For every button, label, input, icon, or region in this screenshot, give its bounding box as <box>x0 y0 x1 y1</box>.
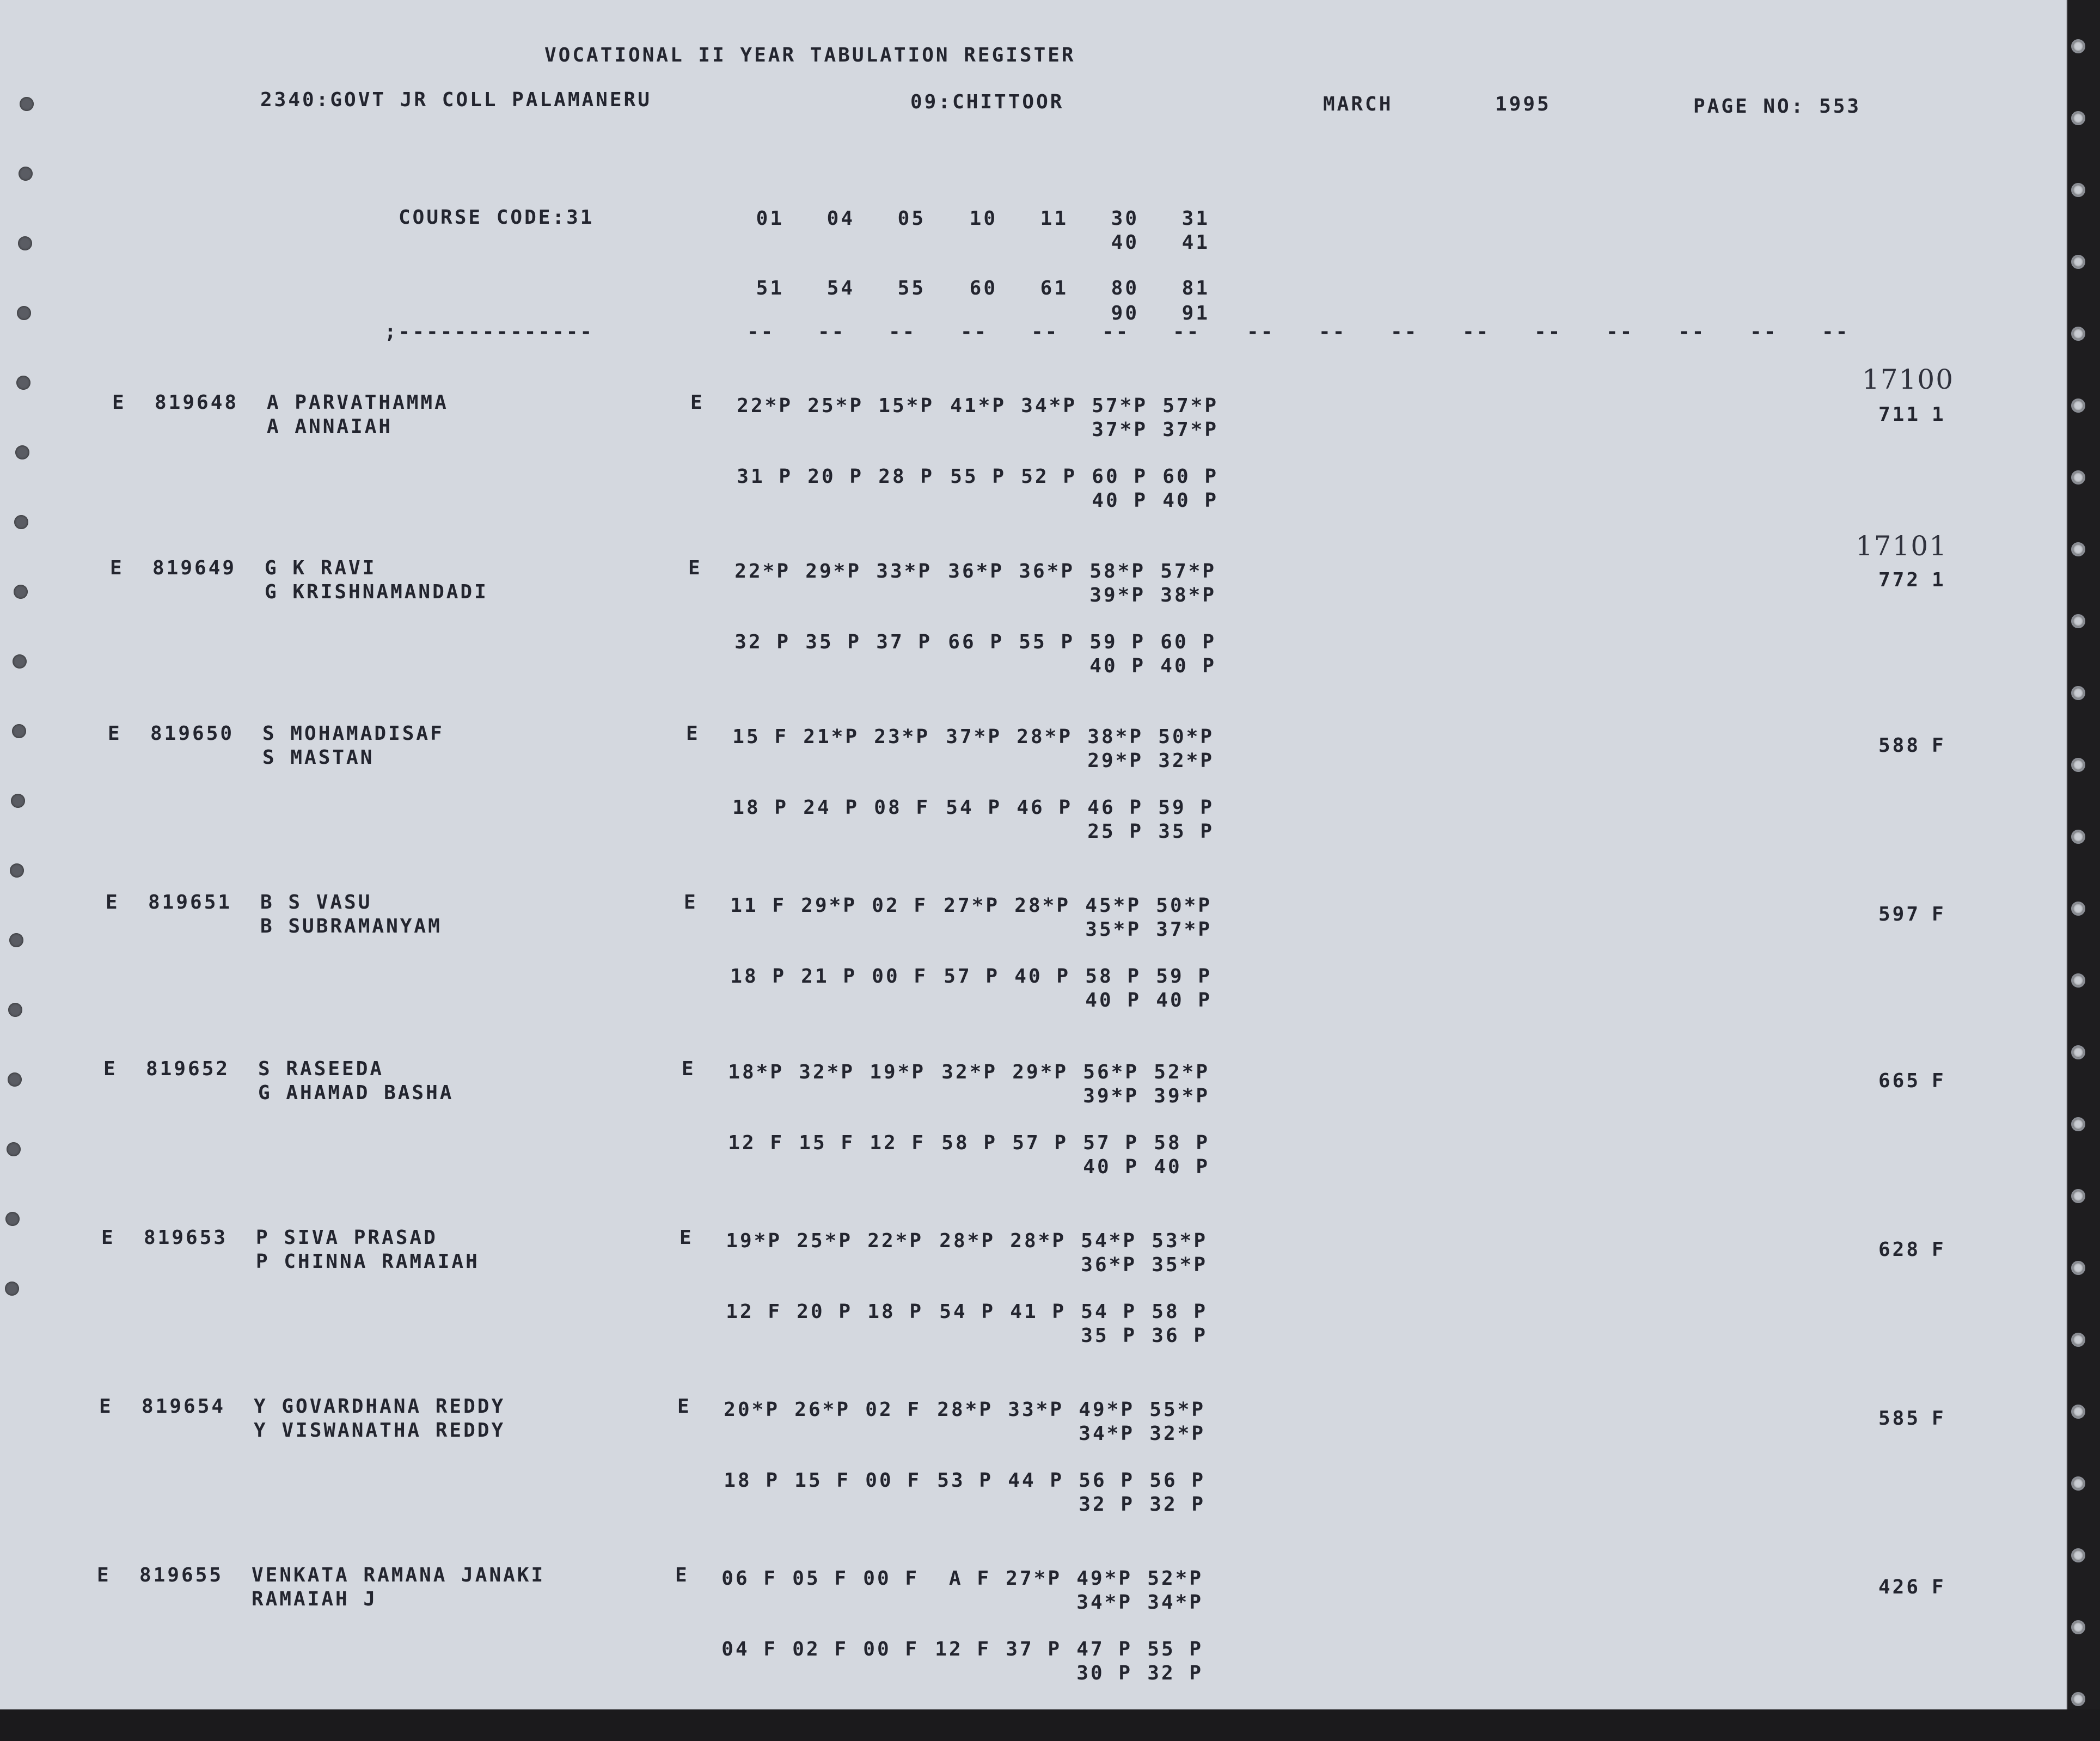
hall-ticket-number: 819648 <box>155 391 239 414</box>
mark-cell: 36*P <box>1019 560 1075 583</box>
mark-cell: 00 F <box>865 1469 921 1492</box>
mark-cell: 15 F <box>794 1469 850 1492</box>
mark-cell: 60 P <box>1092 465 1148 488</box>
punch-hole <box>2071 1405 2085 1419</box>
mark-cell: 40 P <box>1162 489 1219 512</box>
result-code: F <box>1932 1070 1946 1092</box>
mark-cell: 57*P <box>1160 560 1216 583</box>
punch-hole <box>9 933 23 947</box>
column-separator: -- <box>1391 321 1419 343</box>
mark-cell: 40 P <box>1085 989 1141 1012</box>
record-prefix: E <box>99 1395 113 1418</box>
mark-cell: 19*P <box>726 1230 782 1252</box>
mark-cell: 53 P <box>937 1469 993 1492</box>
mark-cell: 59 P <box>1156 965 1212 988</box>
mark-cell: 32 P <box>734 631 791 653</box>
record-flag: E <box>682 1058 696 1080</box>
mark-cell: 15 F <box>732 726 788 748</box>
punch-hole <box>2071 1333 2085 1347</box>
mark-cell: 27*P <box>1006 1567 1062 1590</box>
result-code: F <box>1932 734 1946 757</box>
mark-cell: 11 F <box>730 894 786 917</box>
column-separator: -- <box>818 321 846 343</box>
mark-cell: 39*P <box>1154 1085 1210 1107</box>
mark-cell: 37*P <box>1156 918 1212 941</box>
result-code: F <box>1932 1576 1946 1598</box>
punch-hole <box>2071 902 2085 916</box>
mark-cell: 29*P <box>801 894 857 917</box>
mark-cell: 29*P <box>1012 1061 1068 1083</box>
punch-hole <box>2071 973 2085 988</box>
punch-hole <box>2071 1117 2085 1131</box>
mark-cell: 50*P <box>1158 726 1214 748</box>
mark-cell: 28 P <box>878 465 934 488</box>
header-separator: ;-------------- <box>384 321 595 343</box>
father-name: Y VISWANATHA REDDY <box>254 1419 506 1442</box>
mark-cell: 66 P <box>948 631 1004 653</box>
mark-cell: 39*P <box>1083 1085 1139 1107</box>
punch-hole <box>12 724 26 738</box>
punch-hole <box>14 585 28 599</box>
punch-hole <box>2071 1189 2085 1203</box>
mark-cell: 54 P <box>939 1301 995 1323</box>
punch-hole <box>18 236 32 250</box>
total-marks: 426 <box>1878 1576 1921 1598</box>
punch-hole <box>2071 470 2085 485</box>
mark-cell: 37*P <box>1162 419 1219 441</box>
column-separator: -- <box>1750 321 1778 343</box>
mark-cell: 28*P <box>1010 1230 1066 1252</box>
mark-cell: 46 P <box>1017 796 1073 819</box>
punch-hole <box>15 445 29 459</box>
mark-cell: 41*P <box>950 395 1006 417</box>
result-code: F <box>1932 1239 1946 1261</box>
punch-hole <box>5 1212 20 1226</box>
mark-cell: 18 P <box>730 965 786 988</box>
mark-cell: 06 F <box>721 1567 777 1590</box>
punch-hole <box>2071 39 2085 53</box>
mark-cell: 28*P <box>1017 726 1073 748</box>
record-flag: E <box>690 391 705 414</box>
mark-cell: 47 P <box>1076 1638 1132 1660</box>
mark-cell: 59 P <box>1089 631 1146 653</box>
page-number: PAGE NO: 553 <box>1693 95 1862 118</box>
mark-cell: 29*P <box>1087 750 1143 772</box>
punch-hole <box>7 1142 21 1156</box>
mark-cell: 32 P <box>1079 1493 1135 1516</box>
mark-cell: 18 P <box>724 1469 780 1492</box>
mark-cell: 22*P <box>737 395 793 417</box>
column-separator: -- <box>1822 321 1850 343</box>
hall-ticket-number: 819653 <box>144 1227 228 1249</box>
subject-code: 81 <box>1181 277 1210 299</box>
student-name: G K RAVI <box>265 557 377 579</box>
subject-code: 41 <box>1181 231 1210 254</box>
mark-cell: 32 P <box>1147 1662 1203 1684</box>
record-flag: E <box>675 1564 689 1586</box>
punch-hole <box>20 97 34 111</box>
subject-code: 10 <box>969 207 997 230</box>
mark-cell: 20 P <box>797 1301 853 1323</box>
mark-cell: 50*P <box>1156 894 1212 917</box>
punch-hole <box>17 306 31 320</box>
column-separator: -- <box>1319 321 1347 343</box>
record-flag: E <box>684 891 698 914</box>
mark-cell: 35*P <box>1152 1254 1208 1276</box>
mark-cell: 34*P <box>1021 395 1077 417</box>
mark-cell: 32*P <box>799 1061 855 1083</box>
punch-hole <box>2071 183 2085 197</box>
mark-cell: 40 P <box>1089 655 1146 677</box>
result-code: F <box>1932 903 1946 925</box>
record-flag: E <box>679 1227 694 1249</box>
record-prefix: E <box>106 891 120 914</box>
mark-cell: 22*P <box>734 560 791 583</box>
mark-cell: 54 P <box>946 796 1002 819</box>
punch-hole <box>5 1282 19 1296</box>
mark-cell: 55 P <box>1019 631 1075 653</box>
father-name: S MASTAN <box>262 746 375 769</box>
mark-cell: 28*P <box>939 1230 995 1252</box>
father-name: P CHINNA RAMAIAH <box>256 1250 480 1273</box>
mark-cell: 00 F <box>872 965 928 988</box>
handwritten-note: 17100 <box>1862 364 1955 395</box>
mark-cell: 02 F <box>792 1638 848 1660</box>
student-name: P SIVA PRASAD <box>256 1227 438 1249</box>
mark-cell: 05 F <box>792 1567 848 1590</box>
subject-code: 51 <box>756 277 784 299</box>
mark-cell: 40 P <box>1083 1156 1139 1178</box>
punch-hole <box>11 794 25 808</box>
father-name: A ANNAIAH <box>267 415 393 438</box>
subject-code: 05 <box>897 207 926 230</box>
mark-cell: 35 P <box>805 631 861 653</box>
mark-cell: 25*P <box>797 1230 853 1252</box>
mark-cell: 40 P <box>1156 989 1212 1012</box>
father-name: G AHAMAD BASHA <box>258 1082 454 1104</box>
mark-cell: 30 P <box>1076 1662 1132 1684</box>
subject-code: 60 <box>969 277 997 299</box>
mark-cell: 52 P <box>1021 465 1077 488</box>
mark-cell: 04 F <box>721 1638 777 1660</box>
subject-code: 90 <box>1111 302 1139 324</box>
student-name: S RASEEDA <box>258 1058 384 1080</box>
result-code: 1 <box>1932 569 1946 591</box>
punch-hole <box>2071 1261 2085 1275</box>
mark-cell: 12 F <box>870 1132 926 1154</box>
student-name: VENKATA RAMANA JANAKI <box>252 1564 546 1586</box>
mark-cell: 37 P <box>1006 1638 1062 1660</box>
result-code: 1 <box>1932 403 1946 426</box>
mark-cell: 27*P <box>944 894 1000 917</box>
mark-cell: 56 P <box>1079 1469 1135 1492</box>
punch-hole <box>2071 686 2085 700</box>
column-separator: -- <box>747 321 775 343</box>
mark-cell: 02 F <box>865 1399 921 1421</box>
record-flag: E <box>688 557 702 579</box>
father-name: B SUBRAMANYAM <box>260 915 442 937</box>
column-separator: -- <box>1534 321 1563 343</box>
punch-hole <box>2071 255 2085 269</box>
subject-code: 01 <box>756 207 784 230</box>
mark-cell: 35 P <box>1158 820 1214 843</box>
subject-code: 80 <box>1111 277 1139 299</box>
punch-hole <box>2071 830 2085 844</box>
mark-cell: 37*P <box>1092 419 1148 441</box>
mark-cell: 29*P <box>805 560 861 583</box>
register-title: VOCATIONAL II YEAR TABULATION REGISTER <box>544 44 1076 66</box>
mark-cell: 53*P <box>1152 1230 1208 1252</box>
mark-cell: 54*P <box>1081 1230 1137 1252</box>
student-name: B S VASU <box>260 891 372 914</box>
subject-code: 54 <box>826 277 855 299</box>
hall-ticket-number: 819651 <box>148 891 232 914</box>
mark-cell: 55*P <box>1149 1399 1205 1421</box>
record-prefix: E <box>112 391 126 414</box>
result-code: F <box>1932 1407 1946 1430</box>
hall-ticket-number: 819655 <box>139 1564 224 1586</box>
total-marks: 665 <box>1878 1070 1921 1092</box>
mark-cell: 12 F <box>728 1132 784 1154</box>
mark-cell: 58 P <box>1152 1301 1208 1323</box>
punch-hole <box>2071 1476 2085 1491</box>
mark-cell: 49*P <box>1076 1567 1132 1590</box>
mark-cell: 52*P <box>1147 1567 1203 1590</box>
mark-cell: 59 P <box>1158 796 1214 819</box>
student-name: A PARVATHAMMA <box>267 391 449 414</box>
mark-cell: 21 P <box>801 965 857 988</box>
total-marks: 628 <box>1878 1239 1921 1261</box>
mark-cell: 28*P <box>1014 894 1070 917</box>
column-separator: -- <box>1031 321 1060 343</box>
mark-cell: 38*P <box>1160 584 1216 606</box>
mark-cell: 60 P <box>1162 465 1219 488</box>
mark-cell: 58*P <box>1089 560 1146 583</box>
column-separator: -- <box>1247 321 1275 343</box>
mark-cell: 20*P <box>724 1399 780 1421</box>
course-code: COURSE CODE:31 <box>399 206 595 229</box>
mark-cell: 31 P <box>737 465 793 488</box>
student-name: Y GOVARDHANA REDDY <box>254 1395 506 1418</box>
punch-hole <box>19 167 33 181</box>
mark-cell: 28*P <box>937 1399 993 1421</box>
student-name: S MOHAMADISAF <box>262 722 444 745</box>
mark-cell: 25 P <box>1087 820 1143 843</box>
total-marks: 585 <box>1878 1407 1921 1430</box>
mark-cell: 34*P <box>1076 1591 1132 1614</box>
mark-cell: A F <box>948 1567 991 1590</box>
hall-ticket-number: 819649 <box>152 557 237 579</box>
punch-hole <box>2071 399 2085 413</box>
subject-code: 31 <box>1181 207 1210 230</box>
mark-cell: 35*P <box>1085 918 1141 941</box>
record-flag: E <box>677 1395 691 1418</box>
college-name: 2340:GOVT JR COLL PALAMANERU <box>260 89 652 111</box>
mark-cell: 37*P <box>946 726 1002 748</box>
subject-code: 55 <box>897 277 926 299</box>
punch-hole <box>2071 1548 2085 1562</box>
mark-cell: 32*P <box>1158 750 1214 772</box>
column-separator: -- <box>960 321 989 343</box>
mark-cell: 23*P <box>874 726 930 748</box>
mark-cell: 36*P <box>1081 1254 1137 1276</box>
mark-cell: 08 F <box>874 796 930 819</box>
mark-cell: 02 F <box>872 894 928 917</box>
mark-cell: 36*P <box>948 560 1004 583</box>
hall-ticket-number: 819652 <box>146 1058 230 1080</box>
mark-cell: 57*P <box>1162 395 1219 417</box>
mark-cell: 32 P <box>1149 1493 1205 1516</box>
mark-cell: 22*P <box>867 1230 923 1252</box>
mark-cell: 00 F <box>863 1567 919 1590</box>
mark-cell: 00 F <box>863 1638 919 1660</box>
total-marks: 588 <box>1878 734 1921 757</box>
record-prefix: E <box>103 1058 118 1080</box>
record-prefix: E <box>108 722 122 745</box>
mark-cell: 55 P <box>1147 1638 1203 1660</box>
subject-code: 11 <box>1040 207 1068 230</box>
mark-cell: 38*P <box>1087 726 1143 748</box>
mark-cell: 12 F <box>935 1638 991 1660</box>
mark-cell: 19*P <box>870 1061 926 1083</box>
mark-cell: 60 P <box>1160 631 1216 653</box>
mark-cell: 57 P <box>1012 1132 1068 1154</box>
exam-year: 1995 <box>1495 93 1551 115</box>
mark-cell: 32*P <box>941 1061 997 1083</box>
punch-hole <box>8 1072 22 1087</box>
punch-hole <box>2071 1620 2085 1634</box>
father-name: G KRISHNAMANDADI <box>265 581 488 603</box>
district-name: 09:CHITTOOR <box>910 91 1064 113</box>
punch-hole <box>13 654 27 669</box>
mark-cell: 40 P <box>1160 655 1216 677</box>
punch-hole <box>2071 111 2085 125</box>
record-flag: E <box>686 722 700 745</box>
total-marks: 597 <box>1878 903 1921 925</box>
punch-hole <box>10 863 24 878</box>
mark-cell: 36 P <box>1152 1325 1208 1347</box>
mark-cell: 37 P <box>876 631 932 653</box>
mark-cell: 58 P <box>941 1132 997 1154</box>
punch-hole <box>2071 758 2085 772</box>
punch-hole <box>2071 327 2085 341</box>
hall-ticket-number: 819650 <box>150 722 235 745</box>
subject-code: 61 <box>1040 277 1068 299</box>
hall-ticket-number: 819654 <box>142 1395 226 1418</box>
record-prefix: E <box>97 1564 111 1586</box>
subject-code: 30 <box>1111 207 1139 230</box>
background-surface <box>0 1709 2100 1741</box>
punch-hole <box>8 1003 22 1017</box>
mark-cell: 18 P <box>867 1301 923 1323</box>
total-marks: 772 <box>1878 569 1921 591</box>
column-separator: -- <box>1606 321 1634 343</box>
mark-cell: 18 P <box>732 796 788 819</box>
mark-cell: 57 P <box>1083 1132 1139 1154</box>
mark-cell: 52*P <box>1154 1061 1210 1083</box>
mark-cell: 40 P <box>1014 965 1070 988</box>
mark-cell: 20 P <box>807 465 864 488</box>
mark-cell: 24 P <box>803 796 859 819</box>
punch-hole <box>2071 1692 2085 1706</box>
mark-cell: 56 P <box>1149 1469 1205 1492</box>
column-separator: -- <box>1173 321 1201 343</box>
punch-hole <box>16 376 30 390</box>
mark-cell: 54 P <box>1081 1301 1137 1323</box>
mark-cell: 34*P <box>1147 1591 1203 1614</box>
mark-cell: 58 P <box>1085 965 1141 988</box>
column-separator: -- <box>1678 321 1706 343</box>
mark-cell: 35 P <box>1081 1325 1137 1347</box>
mark-cell: 44 P <box>1008 1469 1064 1492</box>
column-separator: -- <box>1102 321 1130 343</box>
mark-cell: 40 P <box>1154 1156 1210 1178</box>
record-prefix: E <box>101 1227 115 1249</box>
mark-cell: 56*P <box>1083 1061 1139 1083</box>
mark-cell: 57*P <box>1092 395 1148 417</box>
subject-code: 40 <box>1111 231 1139 254</box>
punch-hole <box>2071 1045 2085 1059</box>
punch-hole <box>14 515 28 529</box>
record-prefix: E <box>110 557 124 579</box>
mark-cell: 33*P <box>1008 1399 1064 1421</box>
mark-cell: 49*P <box>1079 1399 1135 1421</box>
mark-cell: 33*P <box>876 560 932 583</box>
mark-cell: 26*P <box>794 1399 850 1421</box>
exam-month: MARCH <box>1323 93 1393 115</box>
mark-cell: 12 F <box>726 1301 782 1323</box>
father-name: RAMAIAH J <box>252 1588 378 1610</box>
mark-cell: 41 P <box>1010 1301 1066 1323</box>
punch-hole <box>2071 614 2085 628</box>
mark-cell: 55 P <box>950 465 1006 488</box>
mark-cell: 21*P <box>803 726 859 748</box>
punch-hole <box>2071 542 2085 556</box>
mark-cell: 39*P <box>1089 584 1146 606</box>
column-separator: -- <box>889 321 917 343</box>
mark-cell: 15*P <box>878 395 934 417</box>
handwritten-note: 17101 <box>1856 530 1948 562</box>
mark-cell: 32*P <box>1149 1423 1205 1445</box>
mark-cell: 25*P <box>807 395 864 417</box>
mark-cell: 45*P <box>1085 894 1141 917</box>
total-marks: 711 <box>1878 403 1921 426</box>
mark-cell: 15 F <box>799 1132 855 1154</box>
mark-cell: 34*P <box>1079 1423 1135 1445</box>
subject-code: 04 <box>826 207 855 230</box>
mark-cell: 46 P <box>1087 796 1143 819</box>
subject-code: 91 <box>1181 302 1210 324</box>
mark-cell: 40 P <box>1092 489 1148 512</box>
column-separator: -- <box>1462 321 1491 343</box>
mark-cell: 58 P <box>1154 1132 1210 1154</box>
mark-cell: 18*P <box>728 1061 784 1083</box>
mark-cell: 57 P <box>944 965 1000 988</box>
